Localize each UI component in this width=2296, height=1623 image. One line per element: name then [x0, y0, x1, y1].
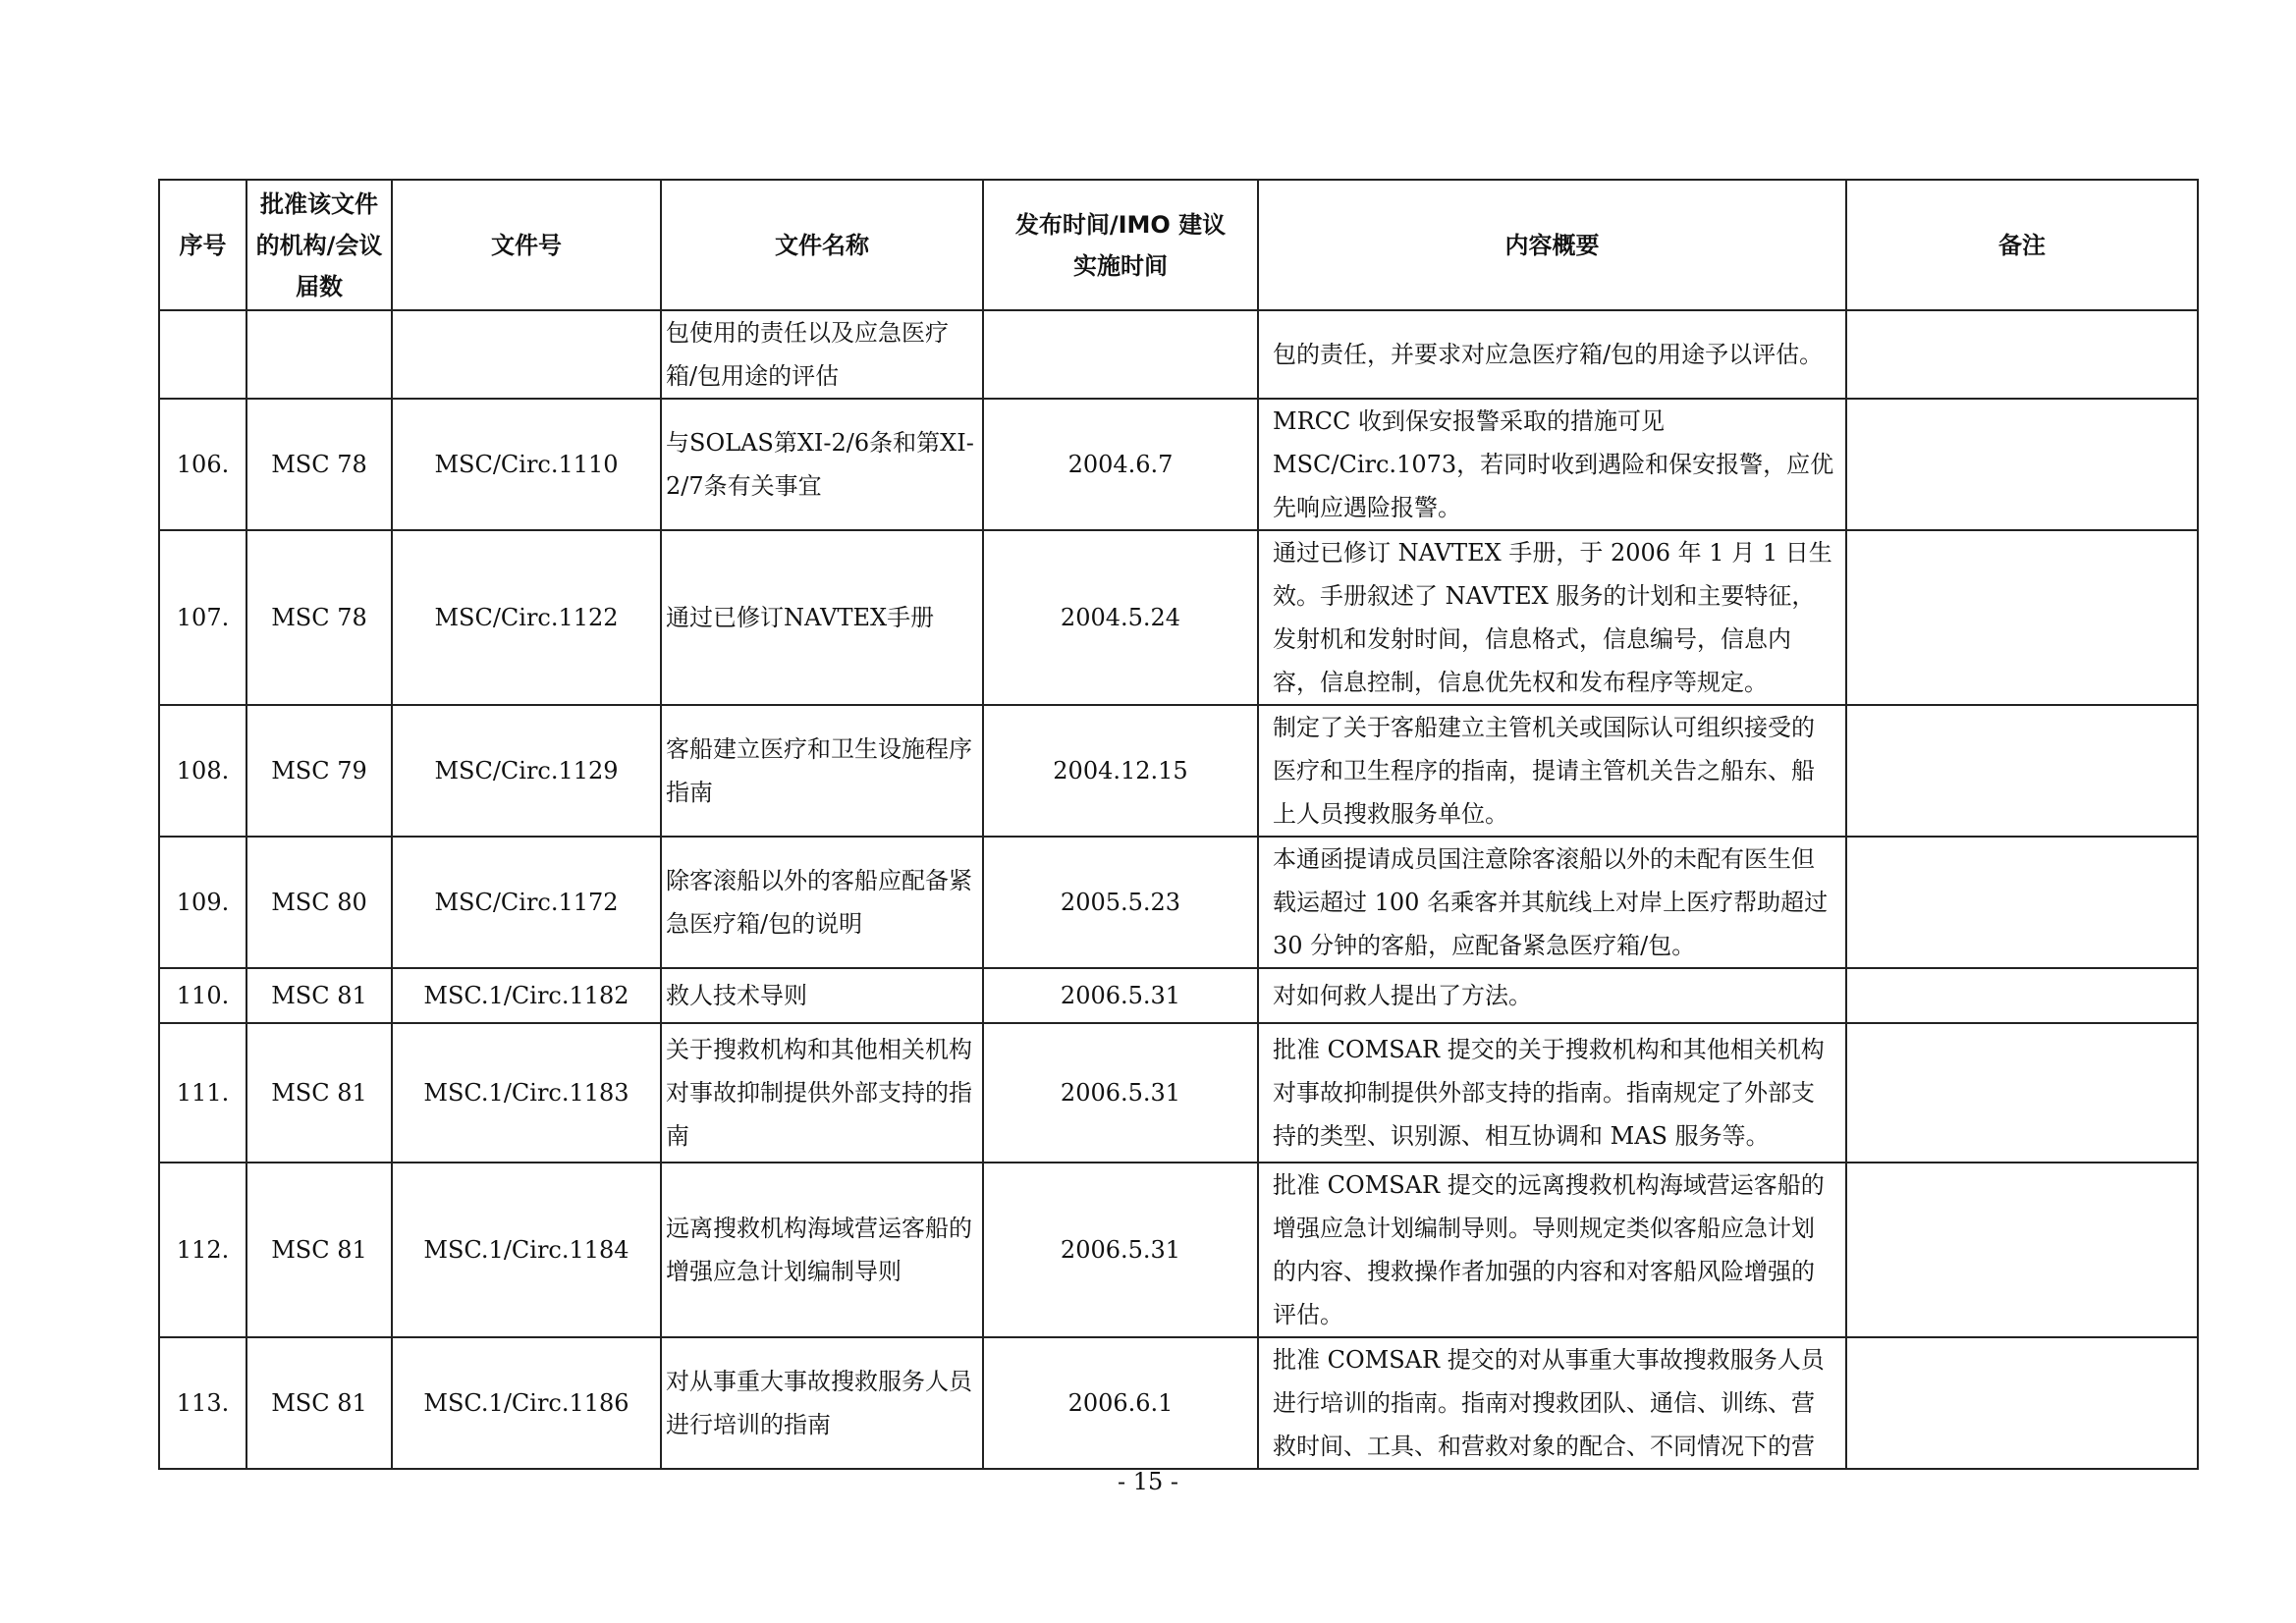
cell-remarks	[1846, 310, 2198, 399]
cell-title: 包使用的责任以及应急医疗箱/包用途的评估	[661, 310, 983, 399]
cell-summary: 本通函提请成员国注意除客滚船以外的未配有医生但载运超过 100 名乘客并其航线上对岸上医疗帮助超过 30 分钟的客船，应配备紧急医疗箱/包。	[1258, 837, 1846, 968]
cell-summary: 批准 COMSAR 提交的关于搜救机构和其他相关机构对事故抑制提供外部支持的指南。指南规定了外部支持的类型、识别源、相互协调和 MAS 服务等。	[1258, 1023, 1846, 1163]
header-title: 文件名称	[661, 180, 983, 310]
cell-title: 对从事重大事故搜救服务人员进行培训的指南	[661, 1337, 983, 1469]
cell-seq: 107.	[159, 530, 246, 705]
table-row	[159, 1023, 2198, 1163]
cell-remarks	[1846, 968, 2198, 1023]
cell-remarks	[1846, 399, 2198, 530]
header-date: 发布时间/IMO 建议实施时间	[983, 180, 1258, 310]
cell-doc-no: MSC/Circ.1122	[392, 530, 661, 705]
cell-doc-no: MSC/Circ.1172	[392, 837, 661, 968]
table-row	[159, 837, 2198, 968]
table-row	[159, 530, 2198, 705]
cell-date: 2004.5.24	[983, 530, 1258, 705]
cell-title: 远离搜救机构海域营运客船的增强应急计划编制导则	[661, 1163, 983, 1337]
cell-seq	[159, 310, 246, 399]
cell-title: 客船建立医疗和卫生设施程序指南	[661, 705, 983, 837]
cell-date: 2006.5.31	[983, 1163, 1258, 1337]
cell-date: 2005.5.23	[983, 837, 1258, 968]
cell-doc-no: MSC.1/Circ.1183	[392, 1023, 661, 1163]
header-summary: 内容概要	[1258, 180, 1846, 310]
cell-title: 除客滚船以外的客船应配备紧急医疗箱/包的说明	[661, 837, 983, 968]
table-row	[159, 968, 2198, 1023]
cell-doc-no: MSC.1/Circ.1184	[392, 1163, 661, 1337]
cell-body: MSC 79	[246, 705, 392, 837]
cell-summary: 批准 COMSAR 提交的远离搜救机构海域营运客船的增强应急计划编制导则。导则规定类似客船应急计划的内容、搜救操作者加强的内容和对客船风险增强的评估。	[1258, 1163, 1846, 1337]
cell-summary: 批准 COMSAR 提交的对从事重大事故搜救服务人员进行培训的指南。指南对搜救团队、通信、训练、营救时间、工具、和营救对象的配合、不同情况下的营	[1258, 1337, 1846, 1469]
cell-summary: 包的责任，并要求对应急医疗箱/包的用途予以评估。	[1258, 310, 1846, 399]
cell-date: 2004.6.7	[983, 399, 1258, 530]
cell-remarks	[1846, 1337, 2198, 1469]
header-doc-no: 文件号	[392, 180, 661, 310]
cell-body: MSC 81	[246, 1023, 392, 1163]
cell-date	[983, 310, 1258, 399]
header-seq: 序号	[159, 180, 246, 310]
cell-seq: 112.	[159, 1163, 246, 1337]
cell-summary: 对如何救人提出了方法。	[1258, 968, 1846, 1023]
table-row	[159, 399, 2198, 530]
document-table	[158, 179, 2199, 1470]
cell-doc-no	[392, 310, 661, 399]
cell-remarks	[1846, 837, 2198, 968]
cell-remarks	[1846, 705, 2198, 837]
cell-body: MSC 78	[246, 399, 392, 530]
cell-doc-no: MSC.1/Circ.1182	[392, 968, 661, 1023]
cell-body: MSC 81	[246, 1337, 392, 1469]
cell-doc-no: MSC/Circ.1110	[392, 399, 661, 530]
cell-seq: 106.	[159, 399, 246, 530]
header-remarks: 备注	[1846, 180, 2198, 310]
cell-remarks	[1846, 1023, 2198, 1163]
cell-date: 2006.5.31	[983, 968, 1258, 1023]
header-body: 批准该文件的机构/会议届数	[246, 180, 392, 310]
cell-body: MSC 81	[246, 968, 392, 1023]
cell-body	[246, 310, 392, 399]
cell-doc-no: MSC/Circ.1129	[392, 705, 661, 837]
cell-body: MSC 81	[246, 1163, 392, 1337]
cell-date: 2006.5.31	[983, 1023, 1258, 1163]
page-number: - 15 -	[1117, 1468, 1178, 1495]
table-row	[159, 705, 2198, 837]
cell-date: 2006.6.1	[983, 1337, 1258, 1469]
cell-seq: 113.	[159, 1337, 246, 1469]
cell-summary: 通过已修订 NAVTEX 手册，于 2006 年 1 月 1 日生效。手册叙述了 NAVTEX 服务的计划和主要特征，发射机和发射时间，信息格式，信息编号，信息内容，信息控制，信息优先权和发布程序等规定。	[1258, 530, 1846, 705]
cell-date: 2004.12.15	[983, 705, 1258, 837]
cell-doc-no: MSC.1/Circ.1186	[392, 1337, 661, 1469]
cell-title: 与SOLAS第XI-2/6条和第XI-2/7条有关事宜	[661, 399, 983, 530]
cell-summary: MRCC 收到保安报警采取的措施可见MSC/Circ.1073，若同时收到遇险和保安报警，应优先响应遇险报警。	[1258, 399, 1846, 530]
table-row	[159, 1337, 2198, 1469]
cell-summary: 制定了关于客船建立主管机关或国际认可组织接受的医疗和卫生程序的指南，提请主管机关告之船东、船上人员搜救服务单位。	[1258, 705, 1846, 837]
cell-title: 通过已修订NAVTEX手册	[661, 530, 983, 705]
cell-seq: 110.	[159, 968, 246, 1023]
cell-body: MSC 78	[246, 530, 392, 705]
cell-title: 关于搜救机构和其他相关机构对事故抑制提供外部支持的指南	[661, 1023, 983, 1163]
header-row	[159, 180, 2198, 310]
cell-seq: 109.	[159, 837, 246, 968]
cell-seq: 108.	[159, 705, 246, 837]
table-row-continuation	[159, 310, 2198, 399]
cell-seq: 111.	[159, 1023, 246, 1163]
cell-remarks	[1846, 1163, 2198, 1337]
cell-title: 救人技术导则	[661, 968, 983, 1023]
cell-body: MSC 80	[246, 837, 392, 968]
table-row	[159, 1163, 2198, 1337]
cell-remarks	[1846, 530, 2198, 705]
